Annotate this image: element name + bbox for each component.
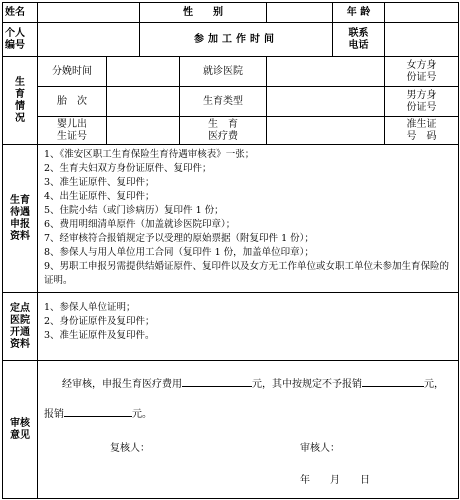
review-date: 年 月 日 (300, 475, 370, 486)
hospital-section-label: 定点 医院 开通 资料 (3, 293, 38, 361)
row-basic-info (3, 3, 459, 23)
personal-id-value[interactable] (38, 23, 140, 57)
gender-label: 性 别 (140, 3, 267, 23)
birth-type-value[interactable] (267, 87, 385, 117)
personal-id-label: 个人 编号 (3, 23, 38, 57)
fetus-order-value[interactable] (107, 87, 180, 117)
name-label: 姓名 (3, 3, 38, 23)
medical-fee-label: 生 育 医疗费 (180, 117, 267, 145)
maternity-section-label: 生 育 情 况 (3, 57, 38, 145)
list-item: 6、费用明细清单原件（加盖就诊医院印章）； (44, 219, 236, 230)
phone-value[interactable] (385, 23, 459, 57)
birth-permit-label: 准生证 号 码 (385, 117, 459, 145)
delivery-time-label: 分娩时间 (38, 57, 107, 87)
male-id-label: 男方身 份证号 (385, 87, 459, 117)
age-label: 年 龄 (333, 3, 385, 23)
list-item: 1、《淮安区职工生育保险生育待遇审核表》一张； (44, 149, 255, 160)
row-maternity-1 (3, 57, 459, 87)
review-section-label: 审核 意见 (3, 361, 38, 499)
rejected-fee-blank[interactable] (362, 375, 424, 387)
list-item: 9、男职工申报另需提供结婚证原件、复印件以及女方无工作单位或女职工单位未参加生育保险的证明。 (44, 261, 450, 286)
auditor-label: 审核人： (300, 443, 340, 454)
birth-type-label: 生育类型 (180, 87, 267, 117)
row-benefit-materials (3, 145, 459, 293)
list-item: 8、参保人与用人单位用工合同（复印件 1 份，加盖单位印章）； (44, 247, 314, 258)
list-item: 1、参保人单位证明； (44, 302, 136, 313)
row-review (3, 361, 459, 499)
gender-value[interactable] (267, 3, 333, 23)
materials-list (38, 145, 459, 293)
row-hospital-materials (3, 293, 459, 361)
review-opinion-area (38, 361, 459, 499)
work-start-date-label: 参加工作时间 (140, 23, 333, 57)
hospital-materials-list (38, 293, 459, 361)
hospital-value[interactable] (267, 57, 385, 87)
review-line-2: 报销 元。 (44, 405, 152, 421)
list-item: 3、准生证原件及复印件。 (44, 330, 155, 341)
list-item: 4、出生证原件、复印件； (44, 191, 155, 202)
materials-section-label: 生育 待遇 申报 资料 (3, 145, 38, 293)
list-item: 3、准生证原件、复印件； (44, 177, 155, 188)
birth-cert-value[interactable] (107, 117, 180, 145)
row-maternity-3 (3, 117, 459, 145)
female-id-label: 女方身 份证号 (385, 57, 459, 87)
list-item: 2、生育夫妇双方身份证原件、复印件； (44, 163, 212, 174)
hospital-label: 就诊医院 (180, 57, 267, 87)
birth-cert-label: 婴儿出 生证号 (38, 117, 107, 145)
phone-label: 联系 电话 (333, 23, 385, 57)
row-maternity-2 (3, 87, 459, 117)
reimbursed-fee-blank[interactable] (64, 405, 132, 417)
reviewer-label: 复核人： (110, 443, 150, 454)
review-line-1: 经审核，申报生育医疗费用 元，其中按规定不予报销 元， (62, 375, 444, 391)
list-item: 5、住院小结（或门诊病历）复印件 1 份； (44, 205, 224, 216)
maternity-benefit-form (2, 2, 459, 499)
row-work-info (3, 23, 459, 57)
list-item: 7、经审核符合报销规定予以受理的原始票据（附复印件 1 份）； (44, 233, 314, 244)
delivery-time-value[interactable] (107, 57, 180, 87)
list-item: 2、身份证原件及复印件； (44, 316, 155, 327)
age-value[interactable] (385, 3, 459, 23)
medical-fee-value[interactable] (267, 117, 385, 145)
fetus-order-label: 胎 次 (38, 87, 107, 117)
applied-fee-blank[interactable] (182, 375, 252, 387)
name-value[interactable] (38, 3, 140, 23)
